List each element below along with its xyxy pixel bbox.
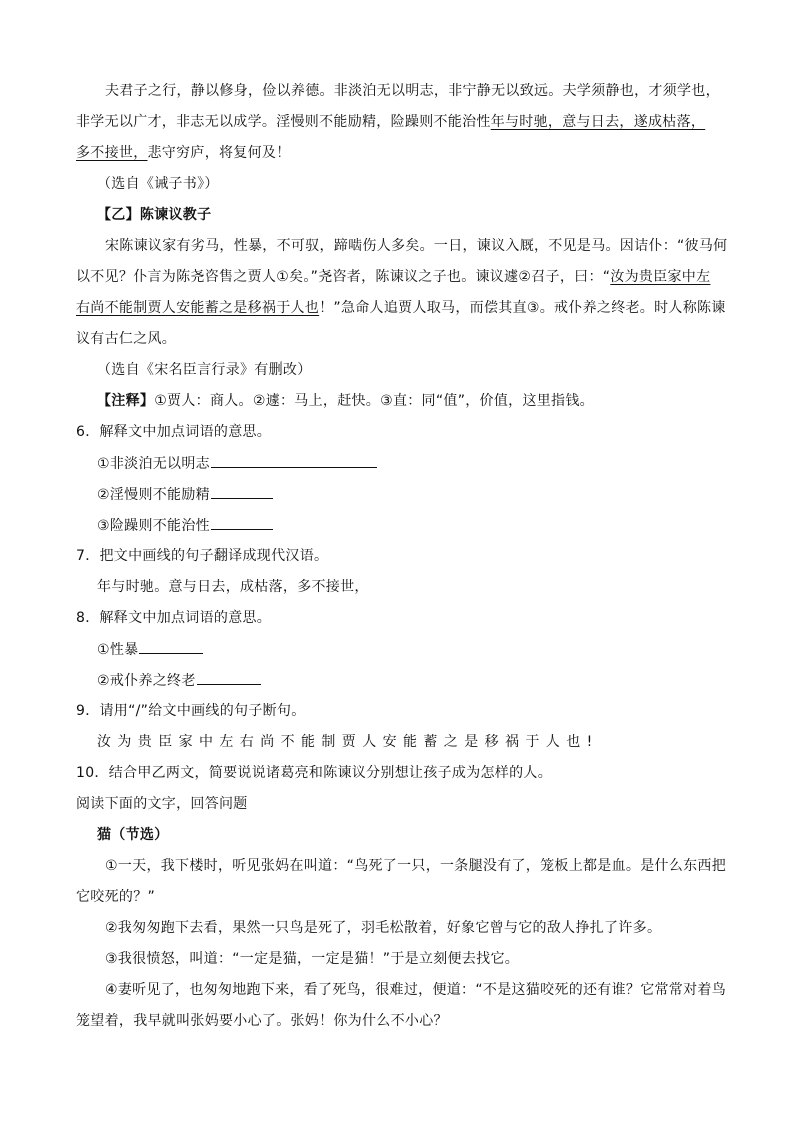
- jia-underlined-sentence-part-1: 年与时驰，意与日去，遂成枯落，: [490, 114, 706, 130]
- answer-blank[interactable]: [211, 453, 377, 468]
- yi-line-3-plain: ！”急命人追贾人取马，而偿其直③。戒仆养之终老。时人称陈谏: [319, 300, 726, 316]
- question-6-item-2-text: ②淫慢则不能励精: [97, 487, 210, 503]
- paragraph-1-line-2: 它咬死的？”: [76, 889, 156, 905]
- question-9: 9．请用“/”给文中画线的句子断句。: [76, 703, 306, 719]
- paragraph-1-line-1: ①一天，我下楼时，听见张妈在叫道：“鸟死了一只，一条腿没有了，笼板上都是血。是什么东西把: [105, 858, 727, 874]
- yi-title: 【乙】陈谏议教子: [97, 207, 212, 223]
- question-6-item-2: [97, 484, 273, 505]
- reading-instruction: 阅读下面的文字，回答问题: [76, 796, 248, 812]
- question-6-item-1-text: ①非淡泊无以明志: [97, 456, 210, 472]
- question-10: 10．结合甲乙两文，简要说说诸葛亮和陈谏议分别想让孩子成为怎样的人。: [76, 765, 553, 781]
- question-8-item-1: [97, 639, 203, 660]
- question-8-item-2-text: ②戒仆养之终老: [97, 673, 196, 689]
- jia-source: （选自《诫子书》）: [97, 176, 219, 192]
- reading-title: 猫（节选）: [97, 827, 169, 843]
- answer-blank[interactable]: [211, 515, 273, 530]
- jia-line-1: 夫君子之行，静以修身，俭以养德。非淡泊无以明志，非宁静无以致远。夫学须静也，才须学也，: [105, 83, 720, 99]
- yi-note: [97, 391, 594, 411]
- paragraph-4-line-2: 笼望着，我早就叫张妈要小心了。张妈！你为什么不小心？: [76, 1013, 448, 1029]
- yi-underlined-sentence-part-1: 汝为贵臣家中左: [610, 269, 711, 285]
- question-6: 6．解释文中加点词语的意思。: [76, 424, 272, 440]
- paragraph-2: ②我匆匆跑下去看，果然一只鸟是死了，羽毛松散着，好象它曾与它的敌人挣扎了许多。: [105, 920, 662, 936]
- question-8-item-2: [97, 670, 261, 691]
- note-text: ①贾人：商人。②遽：马上，赶快。③直：同“值”，价值，这里指钱。: [154, 393, 594, 409]
- yi-line-4: 议有古仁之风。: [76, 331, 177, 347]
- answer-blank[interactable]: [139, 639, 203, 654]
- question-8-item-1-text: ①性暴: [97, 642, 139, 658]
- answer-blank[interactable]: [197, 670, 261, 685]
- question-6-item-3: [97, 515, 273, 536]
- answer-blank[interactable]: [211, 484, 273, 499]
- yi-line-3: [76, 298, 726, 318]
- jia-line-2-plain: 非学无以广才，非志无以成学。淫慢则不能励精，险躁则不能治性: [76, 114, 491, 130]
- jia-line-3-plain: 悲守穷庐，将复何及！: [147, 145, 291, 161]
- yi-source: （选自《宋名臣言行录》有删改）: [97, 362, 312, 378]
- jia-underlined-sentence-part-2: 多不接世，: [76, 145, 148, 161]
- question-9-sentence: 汝为贵臣家中左右尚不能制贾人安能蓄之是移祸于人也!: [97, 734, 599, 750]
- paragraph-4-line-1: ④妻听见了，也匆匆地跑下来，看了死鸟，很难过，便道：“不是这猫咬死的还有谁？它常常对着鸟: [105, 982, 727, 998]
- yi-line-2-plain: 以不见？仆言为陈尧咨售之贾人①矣。”尧咨者，陈谏议之子也。谏议遽②召子，曰：“: [76, 269, 611, 285]
- note-label: 【注释】: [97, 393, 155, 409]
- yi-line-2: [76, 267, 710, 287]
- jia-line-2: [76, 112, 705, 132]
- question-7-sentence: 年与时驰。意与日去，成枯落，多不接世，: [97, 579, 369, 595]
- question-6-item-1: [97, 453, 377, 474]
- jia-line-3: [76, 143, 291, 163]
- question-7: 7．把文中画线的句子翻译成现代汉语。: [76, 548, 329, 564]
- yi-line-1: 宋陈谏议家有劣马，性暴，不可驭，蹄啮伤人多矣。一日，谏议入厩，不见是马。因诘仆：“彼马何: [105, 238, 728, 254]
- question-8: 8．解释文中加点词语的意思。: [76, 610, 272, 626]
- paragraph-3: ③我很愤怒，叫道：“一定是猫，一定是猫！”于是立刻便去找它。: [105, 951, 520, 967]
- question-6-item-3-text: ③险躁则不能治性: [97, 518, 210, 534]
- yi-underlined-sentence-part-2: 右尚不能制贾人安能蓄之是移祸于人也: [76, 300, 320, 316]
